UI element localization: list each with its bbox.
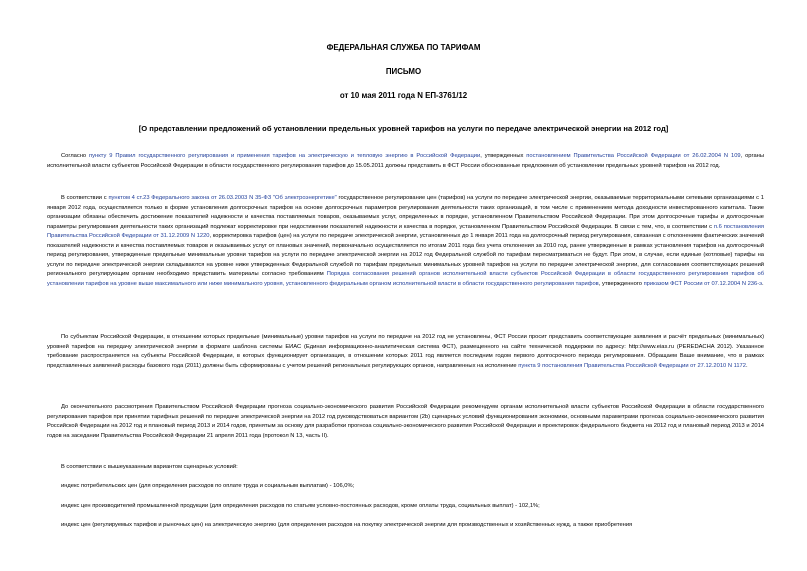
- link-approval-procedure[interactable]: Порядка согласования решений органов исполнительной власти субъектов Российской Федерации в области государственного регулирования тарифов об установлении тарифов на уровне выше максимального или ниже минимального уровня, установленного федеральным органом исполнительной власти в области государственного регулирования тарифов: [47, 271, 764, 287]
- p1-text: Согласно: [61, 153, 90, 159]
- link-government-decree-109[interactable]: постановлением Правительства Российской Федерации от 26.02.2004 N 109: [526, 153, 741, 159]
- p1-text: , органы исполнительной власти субъектов Российской Федерации в области государственного регулирования тарифов до 15.05.2011 должны представить в ФСТ России обоснованные предложения об установлении предельных уровней тарифов на 2012 год.: [47, 153, 764, 169]
- p3-text: .: [745, 362, 748, 369]
- agency-title: ФЕДЕРАЛЬНАЯ СЛУЖБА ПО ТАРИФАМ: [326, 43, 481, 52]
- p4-text: До окончательного рассмотрения Правительством Российской Федерации прогноза социально-экономического развития Российской Федерации рекомендуем органам исполнительной власти субъектов Российской Федерации в области государственного регулирования тарифов при принятии тарифных решений по передаче электрической энергии на 2012 год руководствоваться вариантом (2b) сценарных условий функционирования экономики, основными параметрами прогноза социально-экономического развития Российской Федерации на 2012 год и плановый период 2013 и 2014 годов, принятым за основу для разработки прогноза социально-экономического развития Российской Федерации и проектировок федерального бюджета на 2012 год и плановый период 2013 и 2014 годов на заседании Правительства Российской Федерации 21 апреля 2011 года (протокол N 13, часть II).: [47, 404, 764, 439]
- link-government-decree-1172[interactable]: пункта 9 постановления Правительства Российской Федерации от 27.12.2010 N 1172: [518, 362, 746, 369]
- paragraph-3: [47, 333, 764, 371]
- index-producer-prices: индекс цен производителей промышленной продукции (для определения расходов по статьям условно-постоянных расходов, кроме оплаты труда, социальных выплат) - 102,1%;: [61, 503, 540, 509]
- paragraph-2: [47, 194, 764, 289]
- document-date-number: от 10 мая 2011 года N ЕП-3761/12: [339, 91, 468, 100]
- p2-text: .: [762, 280, 764, 287]
- document-subject: [О представлении предложений об установлении предельных уровней тарифов на услуги по передаче электрической энергии на 2012 год]: [138, 124, 669, 133]
- link-fst-order-236e[interactable]: приказом ФСТ России от 07.12.2004 N 236-э: [643, 280, 763, 287]
- index-consumer-prices: индекс потребительских цен (для определения расходов по оплате труда и социальным выплатам) - 106,0%;: [61, 483, 355, 489]
- scenario-intro: В соответствии с вышеуказанным вариантом сценарных условий:: [61, 464, 238, 470]
- p2-text: В соответствии с: [61, 195, 109, 201]
- paragraph-1: [47, 152, 764, 171]
- index-electricity-prices: индекс цен (регулируемых тарифов и рыночных цен) на электрическую энергию (для определения расходов на покупку электрической энергии для производственных и хозяйственных нужд, а также приобретения: [61, 522, 633, 528]
- p1-text: , утвержденных: [480, 153, 527, 159]
- link-rules-item-9[interactable]: пункту 9 Правил государственного регулирования и применения тарифов на электрическую и тепловую энергию в Российской Федерации: [89, 153, 481, 159]
- paragraph-4: [47, 403, 764, 441]
- document-type: ПИСЬМО: [385, 67, 422, 76]
- link-federal-law-35fz[interactable]: пунктом 4 ст.23 Федерального закона от 26.03.2003 N 35-ФЗ "Об электроэнергетике": [108, 195, 337, 201]
- p2-text: , корректировка тарифов (цен) на услуги по передаче электрической энергии, установленных до 1 января 2011 года на долгосрочный период регулирования, связанная с отклонением фактических значений показателей надежности и качества поставляемых товаров и оказываемых услуг от плановых значений, первоначально осуществляется по итогам 2011 года без учета отклонения за 2010 год, ранее утвержденные в рамках установления тарифов на долгосрочный период регулирования, утвержденные предельные минимальные уровни тарифов на услуги по передаче электрической энергии на 2012 год Федеральной службой по тарифам пересматриваться не будут. При этом, в случае, если единые (котловые) тарифы на услуги по передаче электрической энергии складываются на уровне ниже утвержденных Федеральной службой по тарифам предельных минимальных уровней тарифов на услуги по передаче электрической энергии, для согласования соответствующих решений регионального регулирующим органам необходимо представить материалы согласно требованиям: [47, 233, 765, 277]
- p2-text: , утвержденного: [598, 280, 644, 287]
- p2-text: государственное регулирование цен (тарифов) на услуги по передаче электрической энергии, оказываемые территориальными сетевыми организациями с 1 января 2012 года, осуществляется только в форме установления долгосрочных тарифов на основе долгосрочных параметров регулирования деятельности таких организаций, в том числе с применением метода доходности инвестированного капитала. Такие организации обязаны обеспечить достижение показателей надежности и качества поставляемых товаров, оказываемых услуг, определенных в порядке, установленном Правительством Российской Федерации. При этом долгосрочные тарифы и долгосрочные параметры регулирования деятельности таких организаций подлежат корректировке при недостижении показателей надежности и качества в порядке, установленном Правительством Российской Федерации. В связи с тем, что, в соответствии с: [47, 195, 764, 230]
- p3-text: По субъектам Российской Федерации, в отношении которых предельные (минимальные) уровни тарифов на услуги по передаче на 2012 год не установлены, ФСТ России просит представить соответствующие заявления и расчёт предельных (минимальных) уровней тарифов на передачу электрической энергии в формате шаблона системы ЕИАС (Единая информационно-аналитическая система ФСТ), размещенного на сайте технической поддержки по адресу: http://www.eias.ru (PEREDACHA 2012). Указанное требование распространяется на субъекты Российской Федерации, в которых функционирует организация, в отношении которых 2011 год является последним годом первого долгосрочного периода регулирования. Обращаем Ваше внимание, что в рамках представленных заявлений расходы базового года (2011) должны быть сформированы с учетом решений региональных регулирующих органов, направленных на исполнение: [47, 334, 764, 369]
- link-government-decree-1220[interactable]: п.6 постановления Правительства Российской Федерации от 31.12.2009 N 1220: [47, 223, 764, 239]
